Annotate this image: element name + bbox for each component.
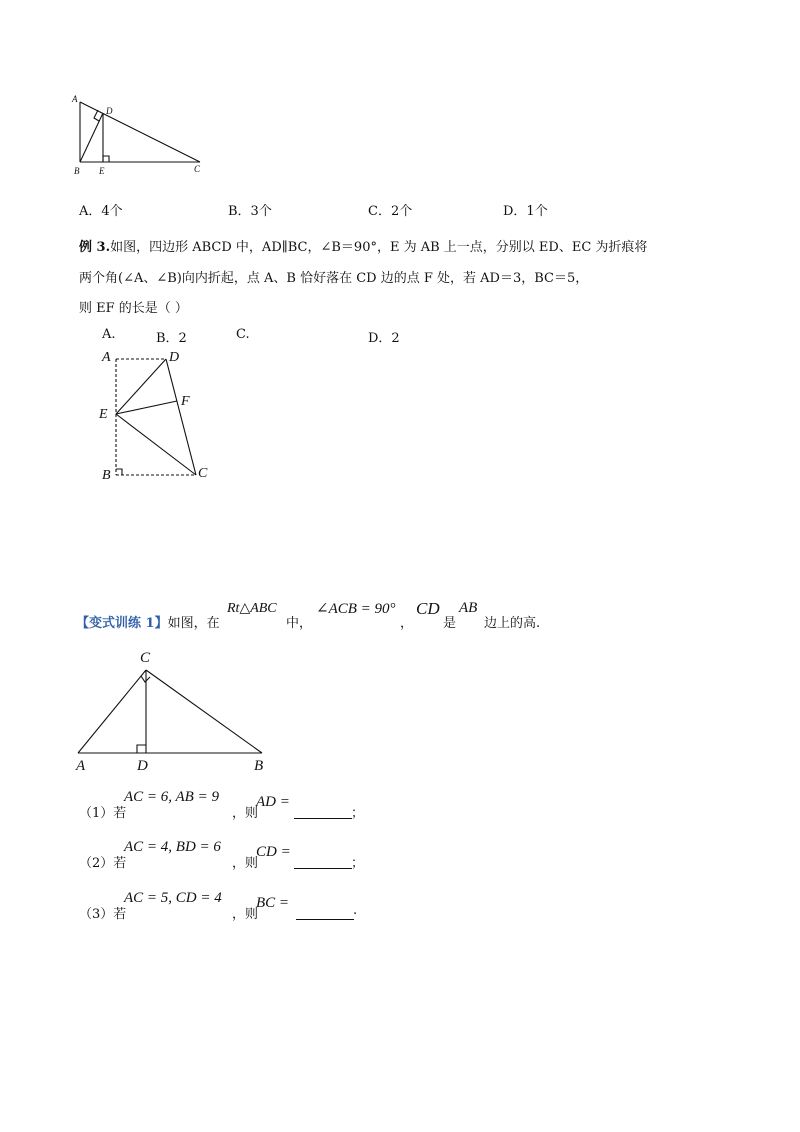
- example3-line3: 则 EF 的长是（ ）: [79, 301, 188, 316]
- q2-then: ，则: [232, 856, 259, 871]
- example3-option-d: D．2: [368, 331, 400, 346]
- variant1-rt-abc: Rt△ABC: [227, 601, 277, 616]
- fig2-label-c: C: [198, 466, 208, 481]
- fig3-label-c: C: [140, 650, 151, 666]
- fig1-label-d: D: [106, 106, 113, 116]
- fig1-label-a: A: [72, 94, 78, 104]
- q2-prefix: （2）若: [79, 856, 127, 871]
- q3-condition: AC = 5, CD = 4: [124, 890, 222, 906]
- fig1-label-c: C: [194, 164, 201, 174]
- variant1-ab: AB: [459, 600, 478, 616]
- example3-option-b: B．2: [156, 331, 187, 346]
- q3-prefix: （3）若: [79, 907, 127, 922]
- figure-3: [70, 660, 280, 770]
- example3-text-1: 如图，四边形 ABCD 中，AD∥BC，∠B＝90°，E 为 AB 上一点，分别以 ED、EC 为折痕将: [110, 240, 648, 255]
- variant1-tag: 【变式训练 1】: [76, 616, 168, 631]
- variant1-is: 是: [443, 616, 457, 631]
- q3-target: BC =: [256, 895, 290, 911]
- fig2-label-e: E: [99, 407, 108, 422]
- q2-option-c: C．2个: [368, 204, 413, 219]
- example3-option-a: A.: [102, 327, 116, 342]
- q2-option-d: D．1个: [503, 204, 548, 219]
- fig2-label-d: D: [169, 350, 180, 365]
- variant1-intro: 如图，在: [167, 616, 220, 631]
- q2-option-a: A．4个: [79, 204, 123, 219]
- q2-end: ；: [351, 856, 365, 871]
- q2-answer-blank[interactable]: [294, 856, 352, 869]
- example3-label: 例 3.: [79, 240, 111, 255]
- variant1-statement: [76, 612, 220, 631]
- fig1-label-b: B: [74, 166, 80, 176]
- example3-option-c: C.: [236, 327, 250, 342]
- fig2-label-a: A: [102, 350, 111, 365]
- q3-then: ，则: [232, 907, 259, 922]
- q1-condition: AC = 6, AB = 9: [124, 789, 219, 805]
- fig2-label-f: F: [181, 394, 190, 409]
- q2-target: CD =: [256, 844, 291, 860]
- variant1-tail: 边上的高.: [484, 616, 541, 631]
- q1-then: ，则: [232, 806, 259, 821]
- q1-target: AD =: [256, 794, 290, 810]
- q2-condition: AC = 4, BD = 6: [124, 839, 221, 855]
- example3-line1: [79, 236, 647, 255]
- fig3-label-d: D: [137, 758, 148, 774]
- variant1-comma: ，: [400, 616, 414, 631]
- q3-end: .: [353, 903, 358, 918]
- fig1-label-e: E: [99, 166, 105, 176]
- q1-end: ；: [351, 806, 365, 821]
- variant1-mid: 中，: [286, 616, 313, 631]
- q3-answer-blank[interactable]: [296, 907, 354, 920]
- fig3-label-b: B: [254, 758, 264, 774]
- example3-line2: 两个角(∠A、∠B)向内折起，点 A、B 恰好落在 CD 边的点 F 处，若 AD＝3，BC＝5，: [79, 271, 589, 286]
- fig3-label-a: A: [76, 758, 86, 774]
- fig2-label-b: B: [102, 468, 111, 483]
- q1-answer-blank[interactable]: [294, 806, 352, 819]
- variant1-cd: CD: [416, 599, 440, 618]
- q2-option-b: B．3个: [228, 204, 272, 219]
- variant1-angle: ∠ACB = 90°: [316, 601, 396, 617]
- q1-prefix: （1）若: [79, 806, 127, 821]
